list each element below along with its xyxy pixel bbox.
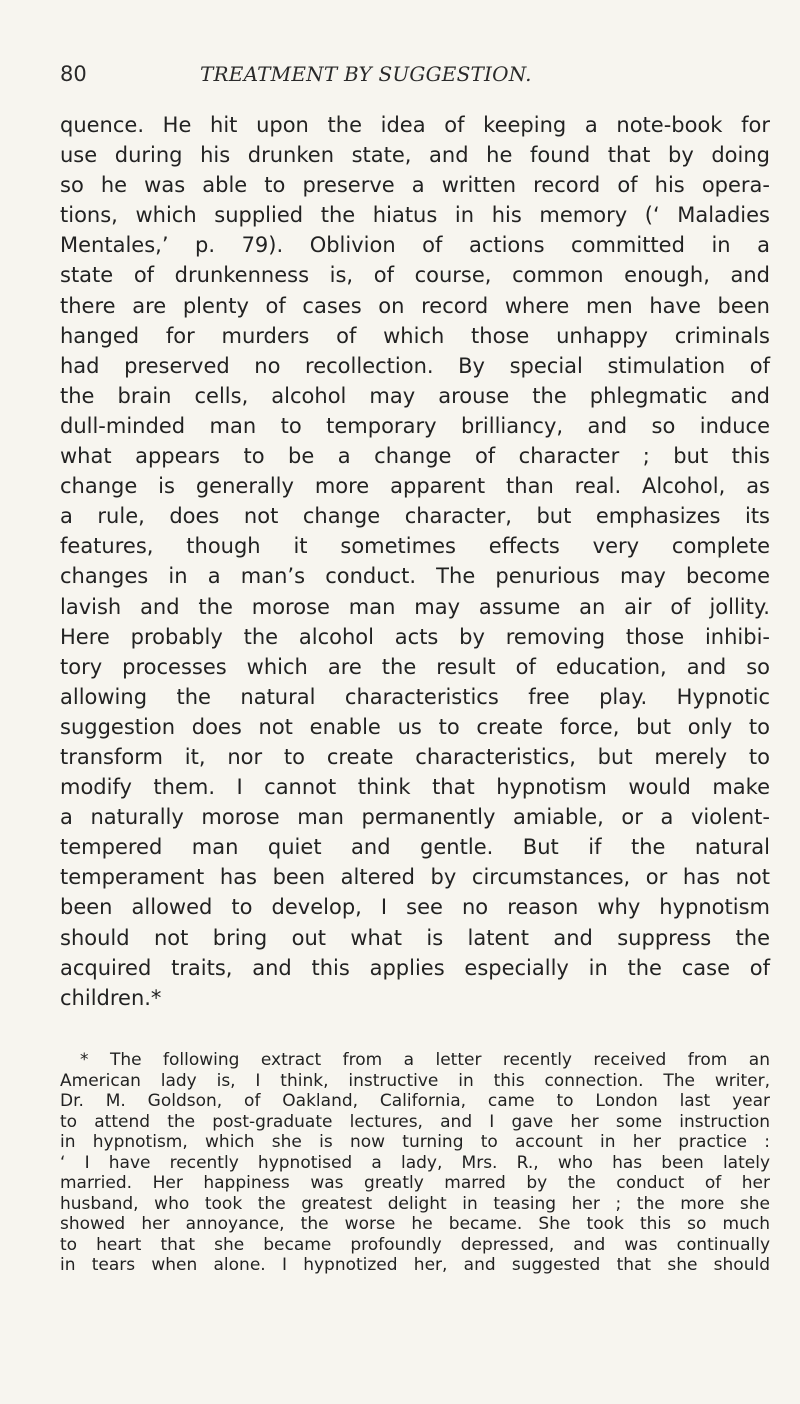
body-line: Here probably the alcohol acts by removing those inhibi- <box>60 624 770 649</box>
body-line: transform it, nor to create characteristics, but merely to <box>60 744 770 769</box>
body-line: change is generally more apparent than real. Alcohol, as <box>60 474 770 499</box>
body-line: lavish and the morose man may assume an air of jollity. <box>60 594 770 619</box>
body-line: a rule, does not change character, but emphasizes its <box>60 504 770 529</box>
body-line: suggestion does not enable us to create force, but only to <box>60 714 770 739</box>
body-line: state of drunkenness is, of course, common enough, and <box>60 263 770 288</box>
body-line: Mentales,’ p. 79). Oblivion of actions committed in a <box>60 233 770 258</box>
footnote-line: showed her annoyance, the worse he became. She took this so much <box>60 1214 770 1234</box>
body-line: a naturally morose man permanently amiable, or a violent- <box>60 805 770 830</box>
body-text <box>60 110 770 1013</box>
footnote-line: husband, who took the greatest delight in teasing her ; the more she <box>60 1193 770 1214</box>
body-line: what appears to be a change of character ; but this <box>60 444 770 469</box>
body-line: hanged for murders of which those unhappy criminals <box>60 323 770 348</box>
body-line: features, though it sometimes effects very complete <box>60 534 770 559</box>
body-line: acquired traits, and this applies especially in the case of <box>60 955 770 980</box>
body-line: quence. He hit upon the idea of keeping a note-book for <box>60 113 770 137</box>
body-line: so he was able to preserve a written record of his opera- <box>60 173 770 198</box>
body-line: there are plenty of cases on record where men have been <box>60 293 770 318</box>
page-number: 80 <box>60 62 87 86</box>
body-line: allowing the natural characteristics free play. Hypnotic <box>60 684 770 709</box>
footnote-line: American lady is, I think, instructive in this connection. The writer, <box>60 1070 770 1091</box>
footnote-line: in hypnotism, which she is now turning to account in her practice : <box>60 1132 770 1152</box>
footnote <box>60 1050 770 1276</box>
body-line: changes in a man’s conduct. The penurious may become <box>60 564 770 589</box>
body-line: tempered man quiet and gentle. But if the natural <box>60 835 770 860</box>
body-line: use during his drunken state, and he found that by doing <box>60 143 770 168</box>
body-line: tory processes which are the result of education, and so <box>60 654 770 679</box>
body-line: children.* <box>60 985 162 1010</box>
body-line: been allowed to develop, I see no reason why hypnotism <box>60 895 770 920</box>
footnote-line: to attend the post-graduate lectures, and I gave her some instruction <box>60 1111 770 1132</box>
body-line: dull-minded man to temporary brilliancy, and so induce <box>60 413 770 438</box>
footnote-line: Dr. M. Goldson, of Oakland, California, came to London last year <box>60 1091 770 1111</box>
body-line: tions, which supplied the hiatus in his memory (‘ Maladies <box>60 203 770 228</box>
body-line: modify them. I cannot think that hypnotism would make <box>60 775 770 800</box>
running-head: TREATMENT BY SUGGESTION. <box>200 62 532 86</box>
footnote-line: in tears when alone. I hypnotized her, and suggested that she should <box>60 1255 770 1275</box>
footnote-line: ‘ I have recently hypnotised a lady, Mrs. R., who has been lately <box>60 1152 770 1173</box>
body-line: should not bring out what is latent and suppress the <box>60 925 770 950</box>
body-line: the brain cells, alcohol may arouse the phlegmatic and <box>60 383 770 408</box>
body-line: had preserved no recollection. By special stimulation of <box>60 353 770 378</box>
footnote-line: married. Her happiness was greatly marred by the conduct of her <box>60 1173 770 1193</box>
footnote-line: * The following extract from a letter recently received from an <box>80 1050 770 1070</box>
footnote-line: to heart that she became profoundly depressed, and was continually <box>60 1234 770 1255</box>
body-line: temperament has been altered by circumstances, or has not <box>60 865 770 890</box>
